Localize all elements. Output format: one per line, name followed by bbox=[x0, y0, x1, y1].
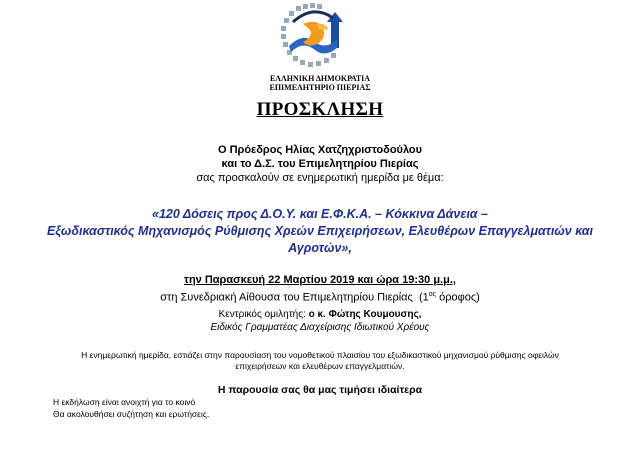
event-datetime bbox=[0, 274, 640, 287]
speaker-name: ο κ. Φώτης Κουμουσης, bbox=[305, 309, 422, 320]
speaker-label: Κεντρικός ομιλητής: bbox=[218, 309, 306, 320]
intro-line-1: Ο Πρόεδρος Ηλίας Χατζηχριστοδούλου bbox=[217, 144, 423, 156]
page-title: ΠΡΟΣΚΛΗΣΗ bbox=[256, 99, 384, 120]
event-datetime-text: την Παρασκευή 22 Μαρτίου 2019 και ώρα 19:30 μ.μ., bbox=[184, 274, 456, 286]
note-line-1: Η εκδήλωση είναι ανοιχτή για το κοινό bbox=[53, 397, 196, 407]
org-name-line2: ΕΠΙΜΕΛΗΤΗΡΙΟ ΠΙΕΡΙΑΣ bbox=[269, 83, 371, 92]
event-venue: στη Συνεδριακή Αίθουσα του Επιμελητηρίου Πιερίας bbox=[160, 291, 413, 304]
intro-line-2: και το Δ.Σ. του Επιμελητηρίου Πιερίας bbox=[221, 158, 419, 170]
intro-line-3: σας προσκαλούν σε ενημερωτική ημερίδα με θέμα: bbox=[196, 172, 444, 184]
note-line-2: Θα ακολουθήσει συζήτηση και ερωτήσεις. bbox=[53, 409, 210, 419]
event-floor-sup: ος bbox=[428, 291, 437, 298]
speaker-line bbox=[0, 308, 640, 321]
topic-line-1: «120 Δόσεις προς Δ.Ο.Υ. και Ε.Φ.Κ.Α. – Κόκκινα Δάνεια – bbox=[152, 207, 488, 221]
topic-line-2: Εξωδικαστικός Μηχανισμός Ρύθμισης Χρεών Επιχειρήσεων, Ελευθέρων Επαγγελματιών και bbox=[46, 224, 594, 238]
description-line-1: Η ενημερωτική ημερίδα, εστιάζει στην παρουσίαση του νομοθετικού πλαισίου του εξωδικαστικού μηχανισμού ρύθμισης οφειλών bbox=[81, 350, 559, 360]
closing-line: Η παρουσία σας θα μας τιμήσει ιδιαίτερα bbox=[217, 384, 423, 396]
event-venue-line bbox=[0, 288, 640, 305]
org-name-line1: ΕΛΛΗΝΙΚΗ ΔΗΜΟΚΡΑΤΙΑ bbox=[269, 74, 371, 83]
speaker-role: Ειδικός Γραμματέας Διαχείρισης Ιδιωτικού Χρέους bbox=[210, 322, 430, 333]
chamber-logo-icon bbox=[269, 2, 359, 74]
event-floor-close: όροφος) bbox=[436, 291, 480, 304]
topic-line-3: Αγροτών», bbox=[288, 241, 352, 255]
description-line-2: επιχειρήσεων και ελευθέρων επαγγελματιών. bbox=[235, 361, 405, 371]
event-floor-open: (1 bbox=[418, 291, 429, 304]
event-topic bbox=[40, 206, 600, 257]
